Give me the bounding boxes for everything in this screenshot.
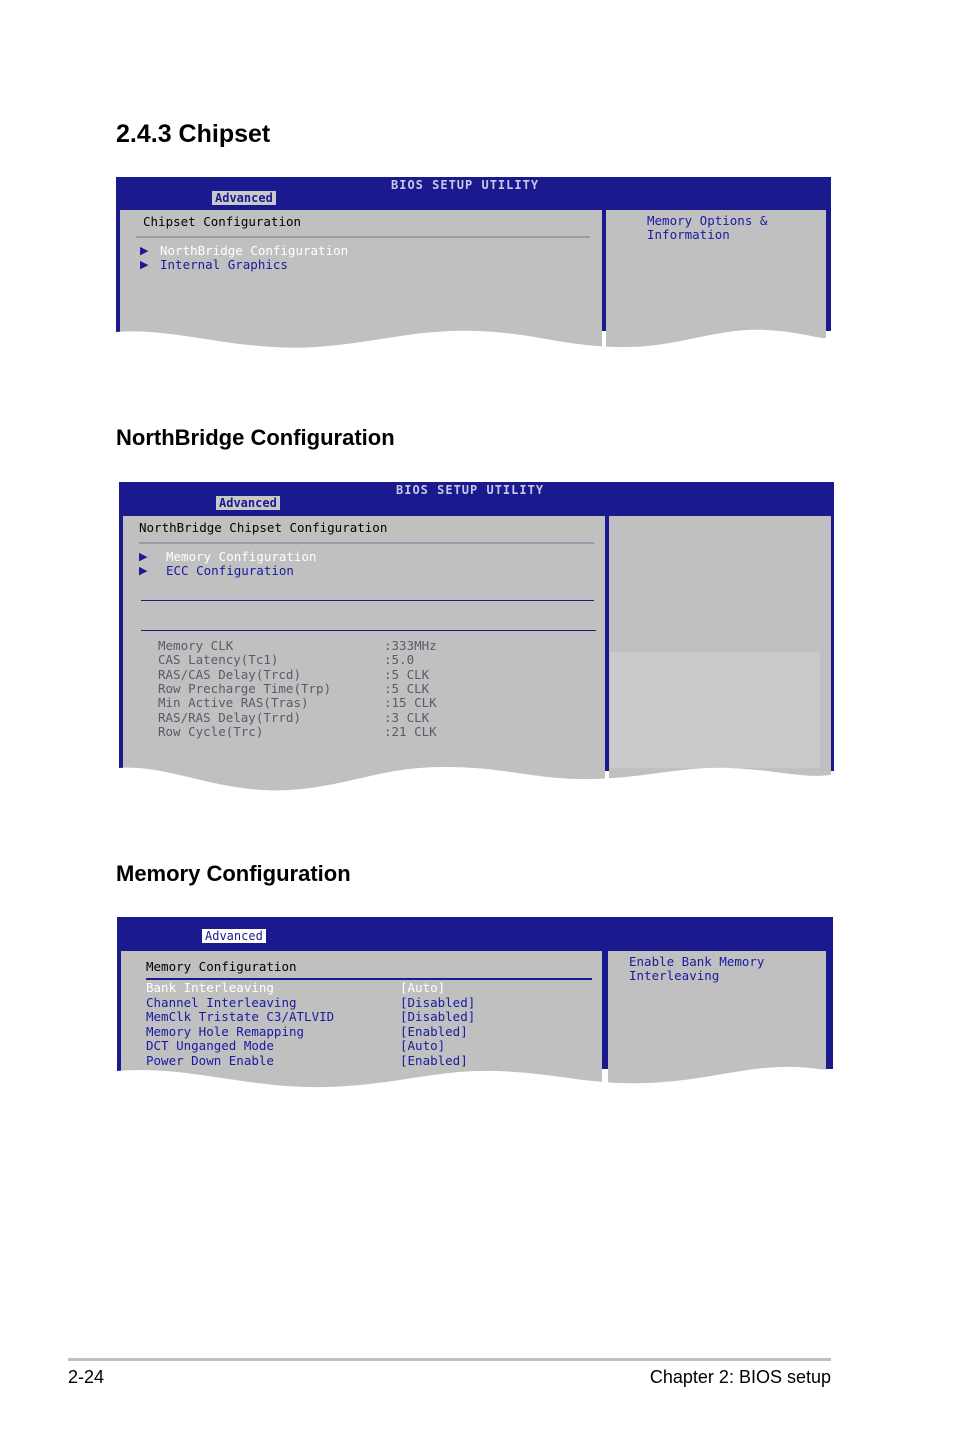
submenu-arrow-icon: ▶ <box>140 259 149 271</box>
section-divider <box>141 630 596 631</box>
torn-edge <box>117 1065 833 1099</box>
setting-value[interactable]: [Enabled] <box>400 1053 468 1068</box>
bios-screen-chipset <box>116 177 831 359</box>
setting-value[interactable]: [Disabled] <box>400 1009 476 1024</box>
info-label: RAS/RAS Delay(Trrd) <box>158 710 301 725</box>
setting-memclk-tristate[interactable]: MemClk Tristate C3/ATLVID <box>146 1009 335 1024</box>
menu-item-internal-graphics[interactable]: Internal Graphics <box>160 257 288 272</box>
footer-rule <box>68 1358 831 1361</box>
setting-bank-interleaving[interactable]: Bank Interleaving <box>146 980 274 995</box>
menu-item-northbridge[interactable]: NorthBridge Configuration <box>160 243 349 258</box>
setting-memory-hole-remapping[interactable]: Memory Hole Remapping <box>146 1024 305 1039</box>
setting-value[interactable]: [Auto] <box>400 980 446 995</box>
info-label: Row Cycle(Trc) <box>158 724 264 739</box>
info-label: Min Active RAS(Tras) <box>158 695 309 710</box>
page-number: 2-24 <box>68 1367 105 1387</box>
info-value: :15 CLK <box>384 695 437 710</box>
title-divider <box>139 542 594 544</box>
bios-title: BIOS SETUP UTILITY <box>396 483 545 497</box>
submenu-arrow-icon: ▶ <box>139 551 148 563</box>
info-value: :3 CLK <box>384 710 430 725</box>
memory-heading: Memory Configuration <box>116 861 351 886</box>
help-area-highlight <box>610 652 820 768</box>
info-value: :5.0 <box>384 652 415 667</box>
info-value: :5 CLK <box>384 681 430 696</box>
title-divider <box>136 236 590 238</box>
info-label: CAS Latency(Tc1) <box>158 652 279 667</box>
bios-title: BIOS SETUP UTILITY <box>391 178 540 192</box>
bios-screen-memory <box>117 917 833 1097</box>
info-label: RAS/CAS Delay(Trcd) <box>158 667 301 682</box>
section-divider <box>141 600 594 601</box>
help-line-1: Memory Options & <box>647 213 768 228</box>
setting-value[interactable]: [Enabled] <box>400 1024 468 1039</box>
info-value: :333MHz <box>384 638 437 653</box>
help-line-2: Information <box>647 227 730 242</box>
chapter-label: Chapter 2: BIOS setup <box>649 1367 831 1387</box>
torn-edge <box>116 327 831 361</box>
info-label: Row Precharge Time(Trp) <box>158 681 332 696</box>
setting-value[interactable]: [Auto] <box>400 1038 446 1053</box>
info-value: :21 CLK <box>384 724 437 739</box>
panel-title: Memory Configuration <box>146 959 297 974</box>
tab-advanced[interactable]: Advanced <box>212 191 276 205</box>
torn-edge <box>119 764 834 798</box>
info-label: Memory CLK <box>158 638 234 653</box>
tab-advanced[interactable]: Advanced <box>202 929 266 943</box>
setting-dct-unganged-mode[interactable]: DCT Unganged Mode <box>146 1038 274 1053</box>
info-value: :5 CLK <box>384 667 430 682</box>
panel-title: Chipset Configuration <box>143 214 302 229</box>
tab-advanced[interactable]: Advanced <box>216 496 280 510</box>
help-line-2: Interleaving <box>629 968 720 983</box>
menu-item-ecc-config[interactable]: ECC Configuration <box>166 563 294 578</box>
help-line-1: Enable Bank Memory <box>629 954 765 969</box>
setting-channel-interleaving[interactable]: Channel Interleaving <box>146 995 297 1010</box>
bios-screen-northbridge <box>119 482 834 797</box>
panel-title: NorthBridge Chipset Configuration <box>139 520 388 535</box>
setting-value[interactable]: [Disabled] <box>400 995 476 1010</box>
submenu-arrow-icon: ▶ <box>140 245 149 257</box>
submenu-arrow-icon: ▶ <box>139 565 148 577</box>
northbridge-heading: NorthBridge Configuration <box>116 425 395 450</box>
setting-power-down-enable[interactable]: Power Down Enable <box>146 1053 274 1068</box>
section-heading: 2.4.3 Chipset <box>116 120 271 148</box>
menu-item-memory-config[interactable]: Memory Configuration <box>166 549 317 564</box>
